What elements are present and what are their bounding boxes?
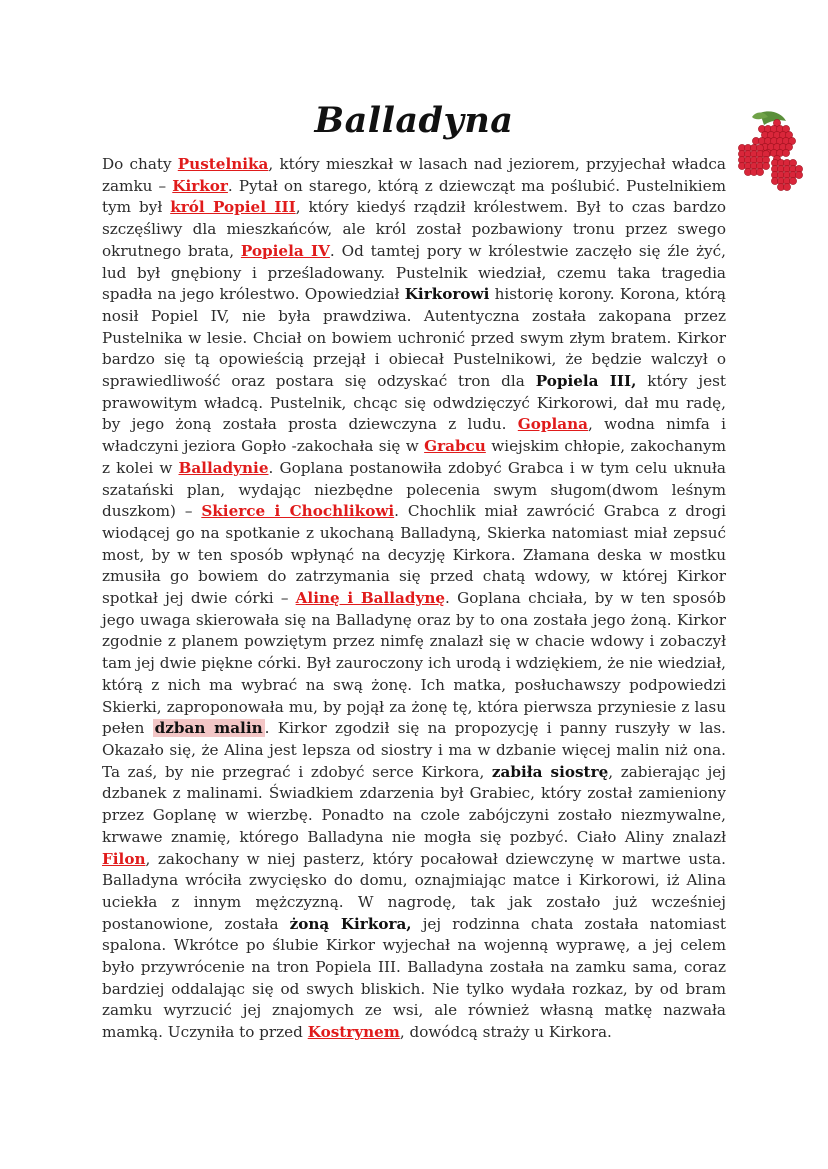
keyword-highlight: Pustelnika — [177, 155, 269, 173]
keyword-highlight: Grabcu — [424, 437, 486, 456]
keyword-highlight: Kostrynem — [307, 1023, 400, 1042]
keyword-highlight: Popiela IV — [240, 241, 330, 260]
keyword-highlight: Filon — [102, 849, 146, 868]
article-body — [102, 154, 726, 1044]
body-text: . Goplana chciała, by w ten sposób jego uwaga skierowała się na Balladynę oraz by to ona została jego żoną. Kirkor zgodnie z planem powziętym przez nimfę znalazł się w chacie wdowy i zobaczył tam jej dwie piękne córki. Był zauroczony ich urodą i wdziękiem, że nie wiedział, którą z nich ma wybrać na swą żonę. Ich matka, posłuchawszy podpowiedzi Skierki, zaproponowała mu, by pojął za żonę tę, która pierwsza przyniesie z lasu pełen — [102, 589, 726, 738]
body-text: historię korony. Korona, którą nosił Popiel IV, nie była prawdziwa. Autentyczna została zakopana przez Pustelnika w lesie. Chciał on bowiem uchronić przed swym złym bratem. Kirkor bardzo się tą opowieścią przejął i obiecał Pustelnikowi, że będzie walczył o sprawiedliwość oraz postara się odzyskać tron dla — [102, 285, 726, 391]
body-text: , wodna nimfa i władczyni jeziora Gopło -zakochała się w — [102, 415, 726, 456]
body-text: . Chochlik miał zawrócić Grabca z drogi wiodącej go na spotkanie z ukochaną Balladyną, Skierka natomiast miał zepsuć most, by w ten sposób wpłynąć na decyzję Kirkora. Złamana deska w mostku zmusiła go bowiem do zatrzymania się przed chatą wdowy, w której Kirkor spotkał jej dwie córki – — [102, 502, 726, 608]
body-text: . Od tamtej pory w królestwie zaczęło się źle żyć, lud był gnębiony i prześladowany. Pustelnik wiedział, czemu taka tragedia spadła na jego królestwo. Opowiedział — [102, 241, 727, 304]
raspberry-icon — [738, 111, 802, 190]
body-text: jej rodzinna chata została natomiast spalona. Wkrótce po ślubie Kirkor wyjechał na wojenną wyprawę, a jej celem było przywrócenie na tron Popiela III. Balladyna została na zamku sama, coraz bardziej oddalając się od swych bliskich. Nie tylko wydała rozkaz, by od bram zamku wyrzucić jej znajomych ze wsi, ale również własną matkę nazwała mamką. Uczyniła to przed — [102, 914, 727, 1042]
body-text: , zabierając jej dzbanek z malinami. Świadkiem zdarzenia był Grabiec, który został zamieniony przez Goplanę w wierzbę. Ponadto na czole zabójczyni zostało niezmywalne, krwawe znamię, którego Balladyna nie mogła się pozbyć. Ciało Aliny znalazł — [102, 762, 726, 846]
bold-phrase: żoną Kirkora, — [289, 914, 412, 933]
keyword-highlight: król Popiel III — [170, 198, 296, 217]
keyword-highlight: Skierce i Chochlikowi — [201, 502, 395, 521]
body-text: . Kirkor zgodził się na propozycję i panny ruszyły w las. Okazało się, że Alina jest lepsza od siostry i ma w dzbanie więcej malin niż ona. Ta zaś, by nie przegrać i zdobyć serce Kirkora, — [102, 719, 727, 781]
body-text: . Goplana postanowiła zdobyć Grabca i w tym celu uknuła szatański plan, wydając niezbędne polecenia swym sługom(dwom leśnym duszkom) – — [102, 458, 726, 521]
bold-phrase: Popiela III, — [535, 372, 637, 391]
body-text: , który mieszkał w lasach nad jeziorem, przyjechał władca zamku – — [102, 155, 726, 195]
keyword-highlight: Balladynie — [178, 458, 269, 477]
keyword-highlight: Alinę i Balladynę — [295, 589, 446, 608]
body-text: który jest prawowitym władcą. Pustelnik, chcąc się odwdzięczyć Kirkorowi, dał mu radę, by jego żoną została prosta dziewczyna z ludu. — [102, 372, 726, 434]
body-text: Do chaty — [102, 155, 178, 173]
body-text: . Pytał on starego, którą z dziewcząt ma poślubić. Pustelnikiem tym był — [102, 176, 726, 217]
body-text: , zakochany w niej pasterz, który pocałował dziewczynę w martwe usta. Balladyna wróciła zwycięsko do domu, oznajmiając matce i Kirkorowi, iż Alina uciekła z innym mężczyzną. W nagrodę, tak jak zostało już wcześniej postanowione, została — [102, 849, 726, 933]
body-text: , dowódcą straży u Kirkora. — [399, 1023, 612, 1042]
bold-phrase: zabiła siostrę — [491, 762, 609, 781]
raspberries-illustration — [712, 107, 812, 197]
bold-phrase: Kirkorowi — [404, 285, 490, 304]
body-text: wiejskim chłopie, zakochanym z kolei w — [102, 437, 726, 477]
keyword-highlight: Goplana — [517, 415, 589, 434]
body-text: , który kiedyś rządził królestwem. Był to czas bardzo szczęśliwy dla mieszkańców, ale król został pozbawiony tronu przez swego okrutnego brata, — [102, 198, 726, 260]
keyword-highlight: Kirkor — [172, 176, 228, 195]
page-title: Balladyna — [314, 100, 514, 141]
marked-phrase: dzban malin — [154, 719, 263, 738]
